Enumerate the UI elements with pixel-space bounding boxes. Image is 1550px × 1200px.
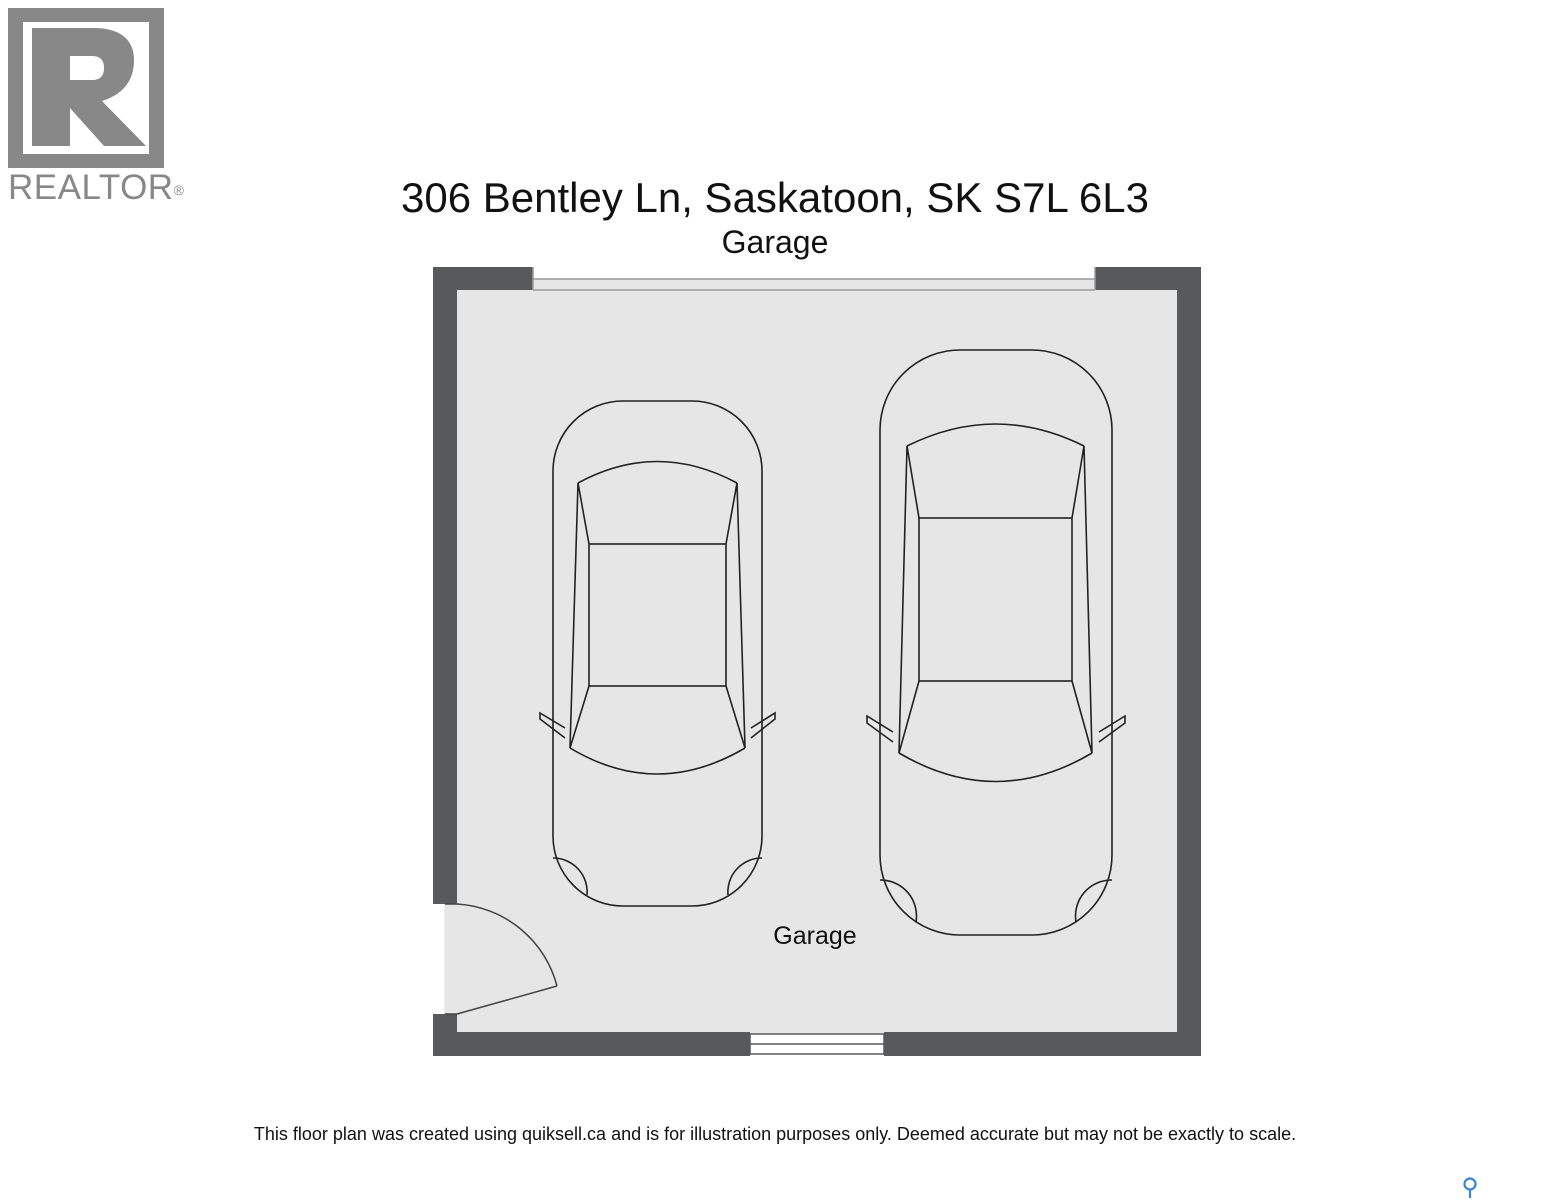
car-left <box>540 401 775 906</box>
disclaimer: This floor plan was created using quiksell.ca and is for illustration purposes only. Deemed accurate but may not be exactly to scale. <box>253 1124 1297 1144</box>
bottom-window <box>750 1034 884 1054</box>
bottom-wall-left <box>433 1032 750 1056</box>
room-label-garage: Garage <box>773 922 857 950</box>
car-right <box>867 350 1125 935</box>
property-address: 306 Bentley Ln, Saskatoon, SK S7L 6L3 <box>401 174 1149 221</box>
registered-mark: ® <box>173 182 185 198</box>
bottom-wall-right <box>884 1032 1201 1056</box>
right-wall <box>1177 267 1201 1056</box>
realtor-wordmark: REALTOR® <box>8 168 185 207</box>
floor-name: Garage <box>721 224 829 260</box>
left-wall-upper <box>433 267 457 904</box>
map-pin-icon <box>1460 1176 1480 1200</box>
